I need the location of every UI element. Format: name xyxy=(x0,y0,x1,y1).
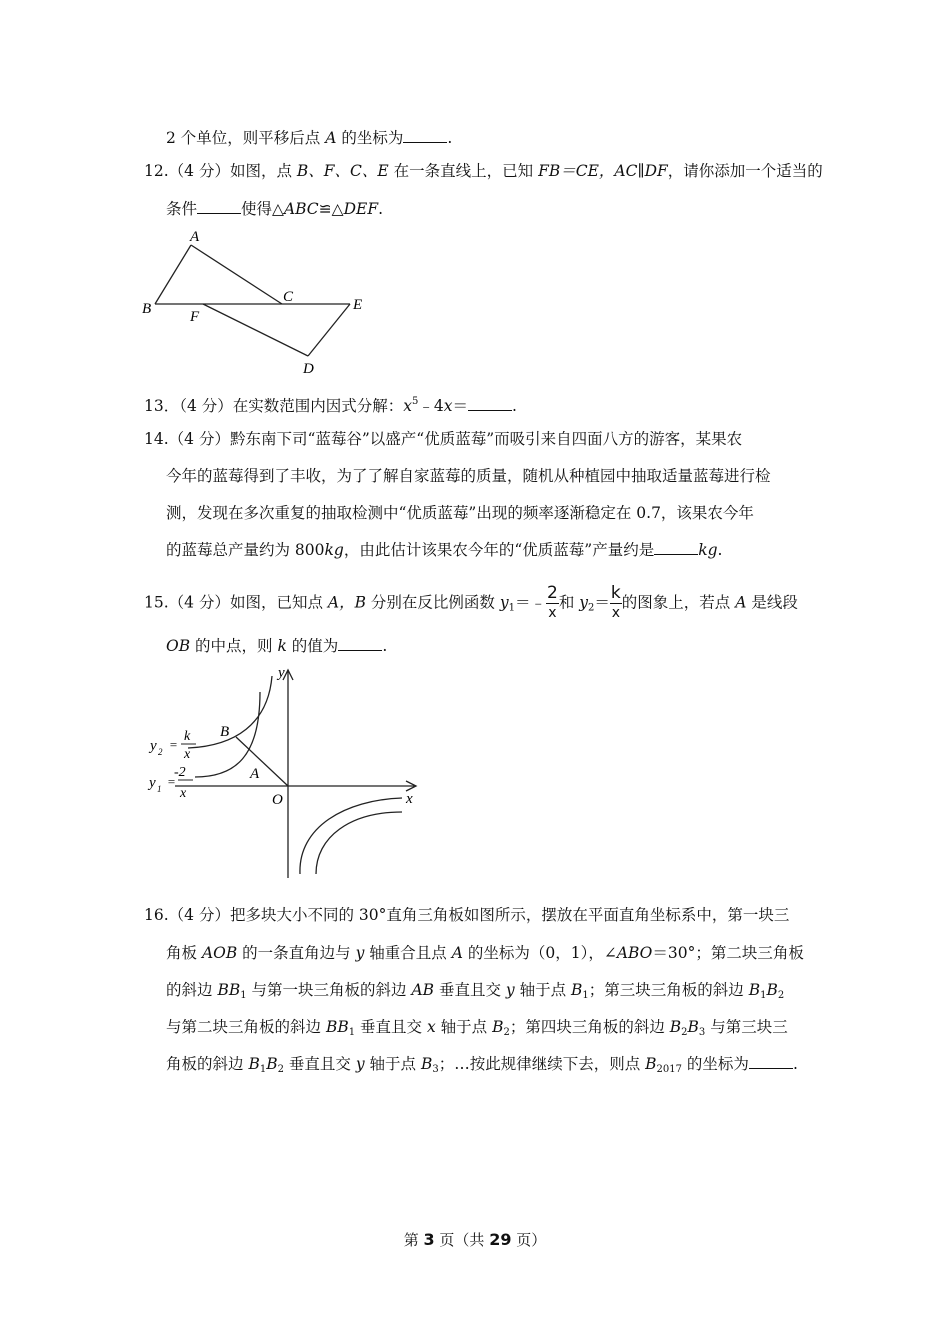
label-x-axis: x xyxy=(406,791,413,807)
fraction-neg2-over-x: $\frac{2}{x}$ xyxy=(546,583,558,621)
answer-blank[interactable] xyxy=(468,396,512,411)
segment-DE xyxy=(308,304,350,356)
segment-AC xyxy=(191,245,282,304)
q15-line2: OB 的中点，则 k 的值为 . xyxy=(166,637,388,655)
q14-line2: 今年的蓝莓得到了丰收，为了了解自家蓝莓的质量，随机从种植园中抽取适量蓝莓进行检 xyxy=(166,467,771,485)
label-E: E xyxy=(353,297,363,313)
label-y2-den: x xyxy=(184,747,191,762)
segment-FD xyxy=(203,304,308,356)
label-y1-num: -2 xyxy=(174,765,186,780)
answer-blank[interactable] xyxy=(403,128,447,143)
answer-blank[interactable] xyxy=(749,1054,793,1069)
label-y2: y xyxy=(150,738,157,754)
label-y-axis: y xyxy=(278,665,285,681)
figure-12-triangles xyxy=(138,225,378,380)
curve-y1-fourth-quadrant xyxy=(300,798,402,874)
label-y1-eq: = xyxy=(167,774,176,789)
page-number: 3 xyxy=(423,1230,435,1249)
label-y2-num: k xyxy=(184,729,191,744)
q16-line1: 16.（4 分）把多块大小不同的 30°直角三角板如图所示，摆放在平面直角坐标系中，第一块三 xyxy=(144,906,790,924)
answer-blank[interactable] xyxy=(654,540,698,555)
label-B: B xyxy=(142,301,152,317)
label-y1-sub: 1 xyxy=(157,784,162,794)
answer-blank[interactable] xyxy=(197,199,241,214)
label-y2-eq: = xyxy=(169,737,178,752)
label-A: A xyxy=(190,229,200,245)
q16-line5: 角板的斜边 $B_1B_2$ 垂直且交 y 轴于点 $B_3$；…按此规律继续下去，则点 $B_{2017}$ 的坐标为 . xyxy=(166,1055,798,1075)
label-B: B xyxy=(220,724,230,740)
q14-line3: 测，发现在多次重复的抽取检测中“优质蓝莓”出现的频率逐渐稳定在 0.7，该果农今年 xyxy=(166,504,754,522)
label-A: A xyxy=(250,766,260,782)
figure-15-hyperbolas xyxy=(140,662,430,882)
q14-line4: 的蓝莓总产量约为 800kg，由此估计该果农今年的“优质蓝莓”产量约是 kg. xyxy=(166,541,723,559)
fraction-k-over-x: $\frac{k}{x}$ xyxy=(610,583,621,621)
label-y1-den: x xyxy=(180,786,187,801)
q12-line1: 12.（4 分）如图，点 B、F、C、E 在一条直线上，已知 FB＝CE，AC∥DF，请你添加一个适当的 xyxy=(144,162,823,180)
label-D: D xyxy=(303,361,314,377)
label-y1: y xyxy=(149,775,156,791)
q16-line4: 与第二块三角板的斜边 $BB_1$ 垂直且交 x 轴于点 $B_2$；第四块三角板的斜边 $B_2B_3$ 与第三块三 xyxy=(166,1018,788,1038)
q16-line3: 的斜边 $BB_1$ 与第一块三角板的斜边 AB 垂直且交 y 轴于点 $B_1$；第三块三角板的斜边 $B_1B_2$ xyxy=(166,981,785,1001)
label-y2-sub: 2 xyxy=(158,747,163,757)
label-F: F xyxy=(190,309,200,325)
label-O: O xyxy=(272,792,283,808)
q14-line1: 14.（4 分）黔东南下司“蓝莓谷”以盛产“优质蓝莓”而吸引来自四面八方的游客，某果农 xyxy=(144,430,743,448)
q11-continuation: 2 个单位，则平移后点 A 的坐标为 . xyxy=(166,129,453,147)
page-footer: 第 3 页（共 29 页） xyxy=(403,1230,547,1249)
page-total: 29 xyxy=(489,1230,512,1249)
q12-line2: 条件 使得△ABC≌△DEF. xyxy=(166,200,384,218)
q16-line2: 角板 AOB 的一条直角边与 y 轴重合且点 A 的坐标为（0，1），∠ABO＝30°；第二块三角板 xyxy=(166,944,804,962)
segment-OB xyxy=(236,737,288,786)
segment-BA xyxy=(155,245,191,304)
q15-line1: 15.（4 分）如图，已知点 A，B 分别在反比例函数 $y_1=﹣$ $\frac{2}{x}$ 和 $y_2=$ $\frac{k}{x}$ 的图象上，若点 A 是线段 xyxy=(144,583,798,621)
curve-y2-fourth-quadrant xyxy=(316,812,402,874)
answer-blank[interactable] xyxy=(338,636,382,651)
label-C: C xyxy=(283,289,294,305)
q13: 13．（4 分）在实数范围内因式分解：$x^5﹣4x=$ . xyxy=(144,396,517,415)
